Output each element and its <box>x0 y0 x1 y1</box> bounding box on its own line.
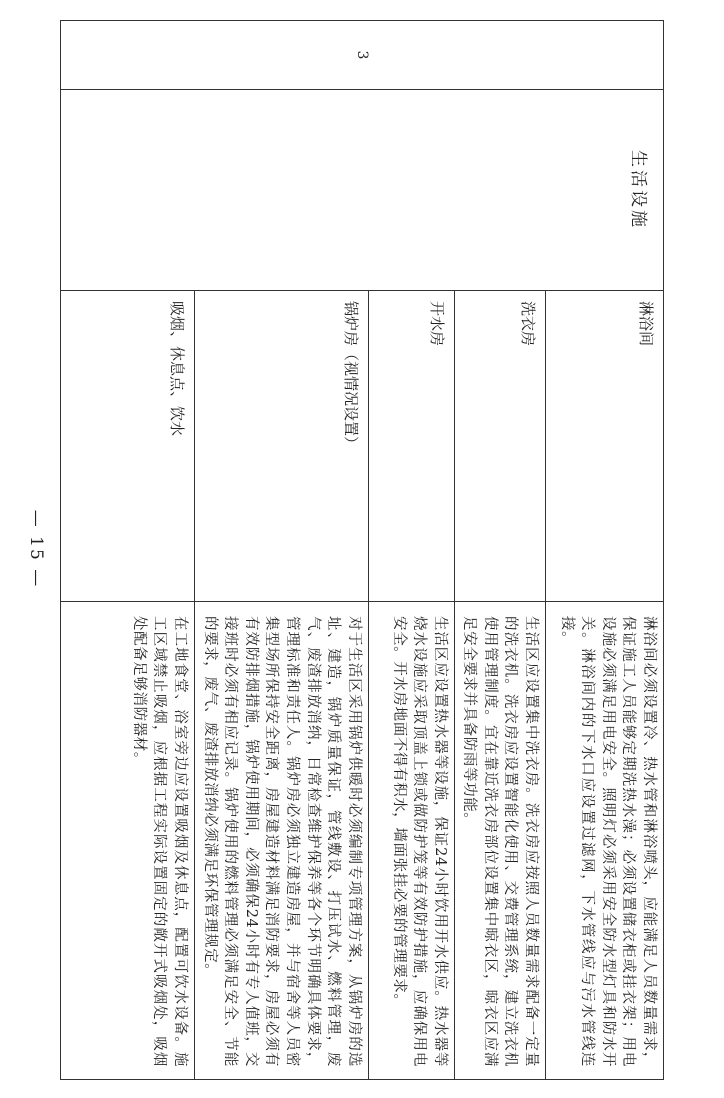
requirement-cell <box>546 602 664 1080</box>
requirement-cell <box>454 602 545 1080</box>
item-label: 淋浴间 <box>637 301 655 347</box>
item-cell <box>368 291 454 602</box>
section-number-cell <box>61 21 664 90</box>
category-label: 生活设施 <box>628 150 648 230</box>
requirement-text: 在工地食堂、浴室旁边应设置吸烟及休息点，配置可饮水设备。施工区域禁止吸烟，应根据工程实际设置固定的敞开式吸烟处，吸烟处配备足够消防器材。 <box>130 616 189 1067</box>
requirement-cell <box>195 602 369 1080</box>
requirement-cell <box>368 602 454 1080</box>
requirement-text: 淋浴间必须设置冷、热水管和淋浴喷头，应能满足人员数量需求，保证施工人员能够定期洗热水澡；必须设置储衣柜或挂衣架；用电设施必须满足用电安全。照明灯必须采用安全防水型灯具和防水开关。淋浴间内的下水口应设置过滤网，下水管线应与污水管线连接。 <box>558 616 657 1067</box>
requirement-text: 生活区应设置集中洗衣房。洗衣房应按照人员数量需求配备一定量的洗衣机。洗衣房应设置智能化使用、交费管理系统，建立洗衣机使用管理制度。宜在靠近洗衣房部位设置集中晾衣区，晾衣区应满足安全要求并具备防雨等功能。 <box>461 616 539 1067</box>
page-number: — 15 — <box>26 509 46 589</box>
item-label: 锅炉房（视情况设置） <box>341 301 360 452</box>
requirement-cell <box>61 602 195 1080</box>
table-row <box>546 21 664 1080</box>
item-label: 洗衣房 <box>519 301 537 347</box>
requirement-text: 生活区应设置热水器等设施，保证24小时饮用开水供应。热水器等烧水设施应采取顶盖上锁或做防护笼等有效防护措施，应确保用电安全。开水房地面不得有积水，墙面张挂必要的管理要求。 <box>390 616 448 1067</box>
item-cell <box>454 291 545 602</box>
requirement-text: 对于生活区采用锅炉供暖时必须编制专项管理方案，从锅炉房的选址、建造，锅炉质量保证，管线敷设、打压试水、燃料管理，废气、废渣排放消纳，日常检查维护保养等各个环节明确具体要求，管理标准和责任人。锅炉房必须独立建造房屋，并与宿舍等人员密集型场所保持安全距离，房屋建造材料满足消防要求，房屋必须有有效防排烟措施，锅炉使用期间，必须确保24小时有专人值班，交接班时必须有相应记录。锅炉使用的燃料管理必须满足安全、节能的要求，废气、废渣排放消纳必须满足环保管理规定。 <box>201 616 362 1067</box>
item-cell <box>61 291 195 602</box>
requirements-table <box>60 20 664 1080</box>
section-number: 3 <box>354 50 371 60</box>
item-cell <box>195 291 369 602</box>
item-cell <box>546 291 664 602</box>
item-label: 开水房 <box>427 301 446 347</box>
category-cell <box>61 90 664 291</box>
item-label: 吸烟、休息点、饮水 <box>168 301 187 437</box>
